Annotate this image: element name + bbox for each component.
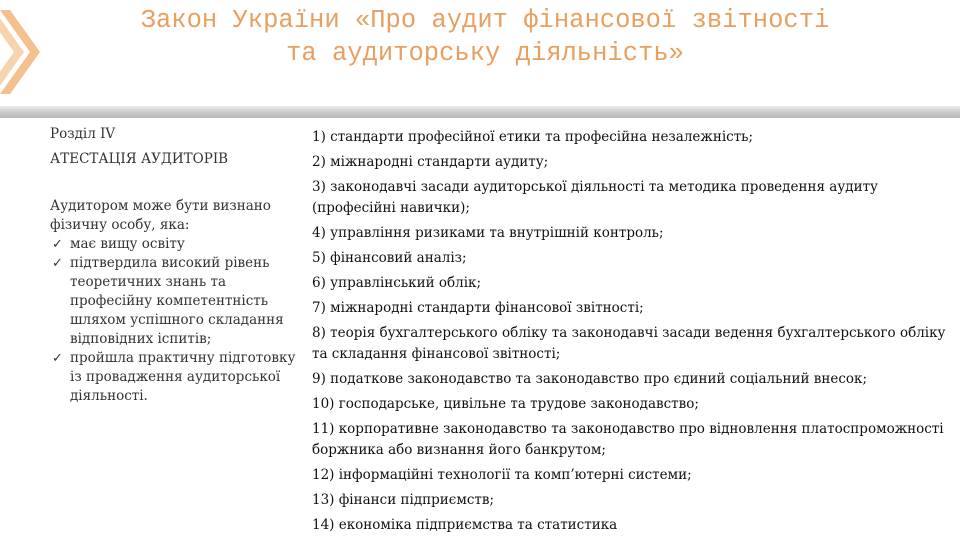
- list-item: 9) податкове законодавство та законодавство про єдиний соціальний внесок;: [312, 371, 868, 387]
- list-item: 8) теорія бухгалтерського обліку та законодавчі засади ведення бухгалтерського обліку та складання фінансової звітності;: [312, 325, 946, 362]
- chevrons-icon: [0, 0, 60, 110]
- intro-text: Аудитором може бути визнано фізичну особу, яка:: [50, 198, 271, 233]
- list-item: 13) фінанси підприємств;: [312, 492, 495, 508]
- list-item: 4) управління ризиками та внутрішній контроль;: [312, 225, 664, 241]
- list-item: 12) інформаційні технології та комп’ютерні системи;: [312, 467, 692, 483]
- list-item: 1) стандарти професійної етики та професійна незалежність;: [312, 129, 754, 145]
- list-item: ✓ має вищу освіту: [52, 236, 185, 252]
- left-column: [50, 125, 310, 406]
- list-item: ✓ пройшла практичну підготовку із провадження аудиторської діяльності.: [52, 350, 296, 404]
- check-icon: ✓: [52, 351, 63, 366]
- list-item: 7) міжнародні стандарти фінансової звітності;: [312, 300, 644, 316]
- list-item: 2) міжнародні стандарти аудиту;: [312, 154, 549, 170]
- list-item: 10) господарське, цивільне та трудове законодавство;: [312, 396, 699, 412]
- exam-subjects-list: [312, 125, 952, 538]
- section-heading: АТЕСТАЦІЯ АУДИТОРІВ: [50, 151, 229, 167]
- check-icon: ✓: [52, 237, 63, 252]
- list-item: 3) законодавчі засади аудиторської діяльності та методика проведення аудиту (професійні навички);: [312, 179, 878, 216]
- page-title: Закон України «Про аудит фінансової звітності та аудиторську діяльність»: [140, 6, 830, 68]
- title-divider-bar: [0, 106, 960, 118]
- check-icon: ✓: [52, 256, 63, 271]
- list-item: ✓ підтвердила високий рівень теоретичних знань та професійну компетентність шляхом успішного складання відповідних іспитів;: [52, 255, 284, 347]
- section-label: Розділ IV: [50, 126, 116, 142]
- list-item: 6) управлінський облік;: [312, 275, 482, 291]
- list-item: 14) економіка підприємства та статистика: [312, 517, 618, 533]
- list-item: 11) корпоративне законодавство та законодавство про відновлення платоспроможності боржника або визнання його банкрутом;: [312, 421, 944, 458]
- requirements-list: [50, 235, 310, 406]
- list-item: 5) фінансовий аналіз;: [312, 250, 467, 266]
